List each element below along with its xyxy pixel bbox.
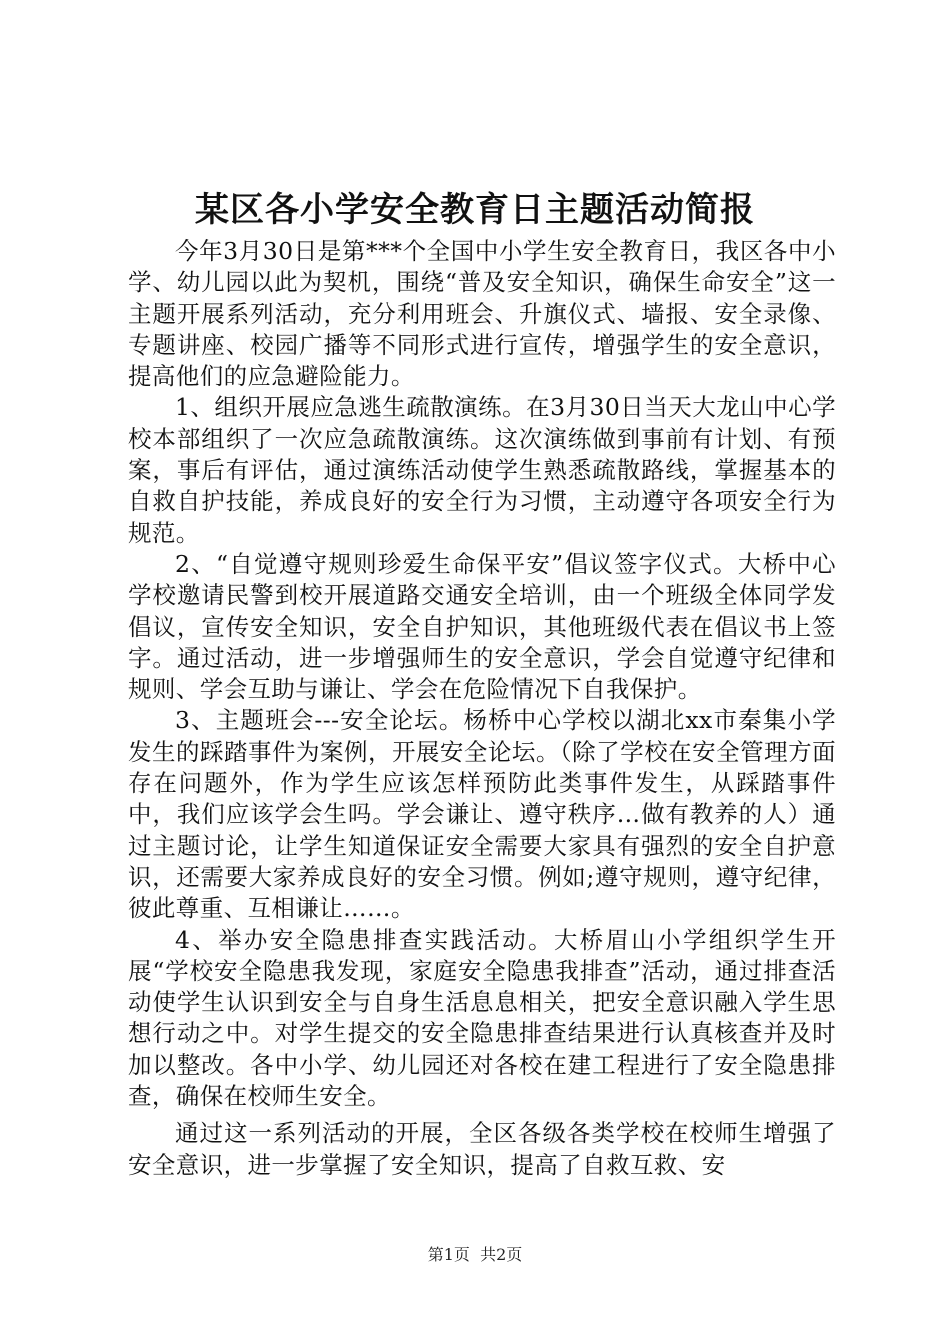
page-number: 第1页 — [427, 1245, 470, 1264]
document-body — [128, 236, 836, 1181]
page-total: 共2页 — [480, 1245, 523, 1264]
paragraph-item-4: 4、举办安全隐患排查实践活动。大桥眉山小学组织学生开展“学校安全隐患我发现，家庭安全隐患我排查”活动，通过排查活动使学生认识到安全与自身生活息息相关，把安全意识融入学生思想行动之中。对学生提交的安全隐患排查结果进行认真核查并及时加以整改。各中小学、幼儿园还对各校在建工程进行了安全隐患排查，确保在校师生安全。 — [128, 925, 836, 1111]
paragraph-item-2: 2、“自觉遵守规则珍爱生命保平安”倡议签字仪式。大桥中心学校邀请民警到校开展道路交通安全培训，由一个班级全体同学发倡议，宣传安全知识，安全自护知识，其他班级代表在倡议书上签字。通过活动，进一步增强师生的安全意识，学会自觉遵守纪律和规则、学会互助与谦让、学会在危险情况下自我保护。 — [128, 549, 836, 704]
paragraph-item-1: 1、组织开展应急逃生疏散演练。在3月30日当天大龙山中心学校本部组织了一次应急疏散演练。这次演练做到事前有计划、有预案，事后有评估，通过演练活动使学生熟悉疏散路线，掌握基本的自救自护技能，养成良好的安全行为习惯，主动遵守各项安全行为规范。 — [128, 393, 836, 547]
paragraph-conclusion: 通过这一系列活动的开展，全区各级各类学校在校师生增强了安全意识，进一步掌握了安全知识，提高了自救互救、安 — [128, 1119, 836, 1179]
document-title: 某区各小学安全教育日主题活动简报 — [195, 190, 755, 230]
paragraph-item-3: 3、主题班会---安全论坛。杨桥中心学校以湖北xx市秦集小学发生的踩踏事件为案例，开展安全论坛。（除了学校在安全管理方面存在问题外，作为学生应该怎样预防此类事件发生，从踩踏事件中，我们应该学会生吗。学会谦让、遵守秩序…做有教养的人）通过主题讨论，让学生知道保证安全需要大家具有强烈的安全自护意识，还需要大家养成良好的安全习惯。例如;遵守规则，遵守纪律，彼此尊重、互相谦让……。 — [128, 706, 836, 923]
paragraph-intro: 今年3月30日是第***个全国中小学生安全教育日，我区各中小学、幼儿园以此为契机，围绕“普及安全知识，确保生命安全”这一主题开展系列活动，充分利用班会、升旗仪式、墙报、安全录像、专题讲座、校园广播等不同形式进行宣传，增强学生的安全意识，提高他们的应急避险能力。 — [128, 237, 836, 391]
page-footer — [0, 1245, 950, 1265]
